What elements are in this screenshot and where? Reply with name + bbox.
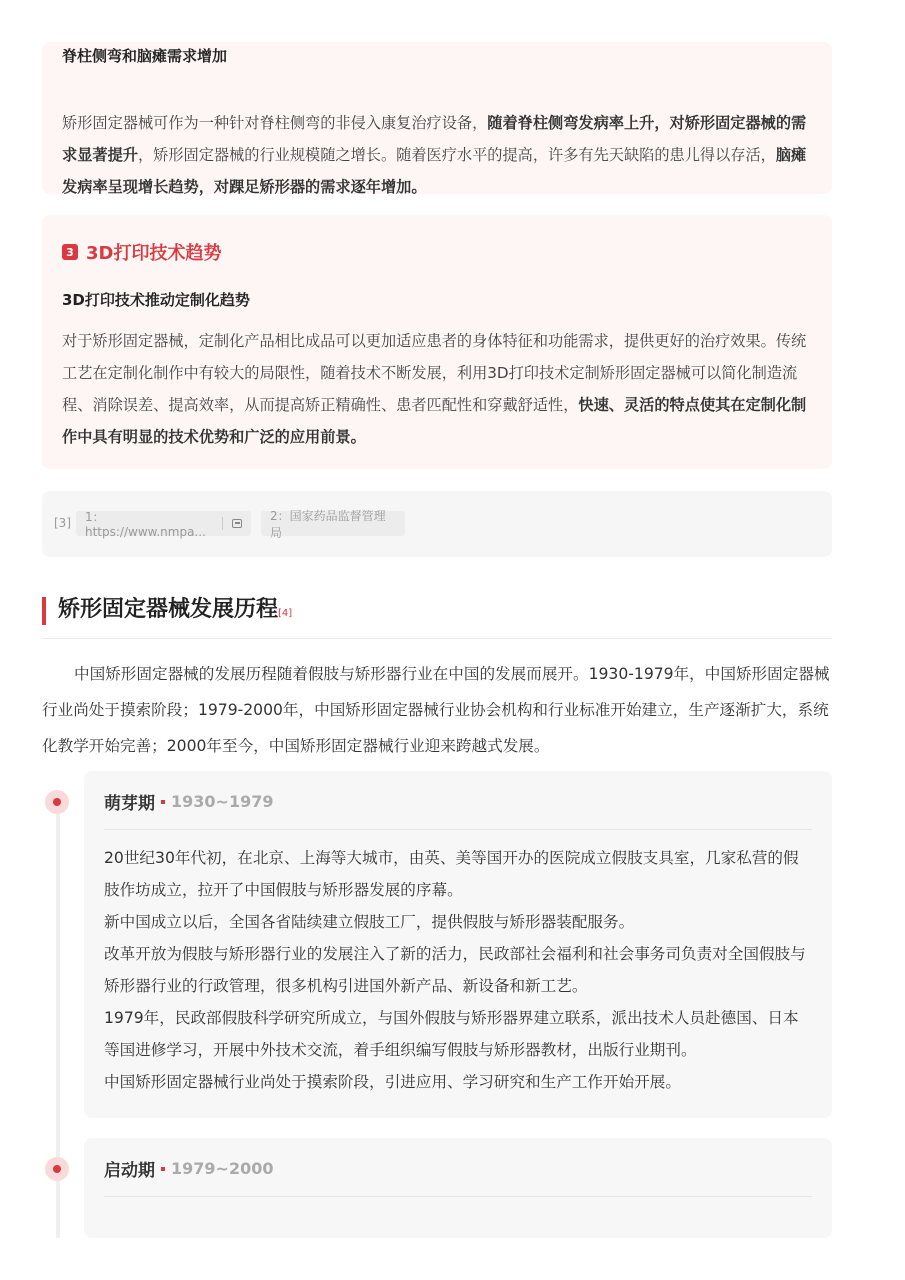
divider bbox=[42, 638, 832, 639]
phase-separator bbox=[161, 800, 165, 804]
section-title: 3D打印技术趋势 bbox=[86, 243, 222, 264]
phase-line: 中国矫形固定器械行业尚处于摸索阶段，引进应用、学习研究和生产工作开始开展。 bbox=[104, 1073, 681, 1091]
phase-name: 萌芽期 bbox=[104, 794, 155, 814]
chip-divider bbox=[222, 517, 223, 530]
phase-line: 改革开放为假肢与矫形器行业的发展注入了新的活力，民政部社会福利和社会事务司负责对全国假肢与矫形器行业的行政管理，很多机构引进国外新产品、新设备和新工艺。 bbox=[104, 945, 806, 995]
timeline-phase-card bbox=[84, 1138, 832, 1238]
reference-box bbox=[42, 491, 832, 557]
phase-separator bbox=[161, 1167, 165, 1171]
divider bbox=[104, 829, 812, 830]
history-heading bbox=[42, 595, 292, 625]
link-icon[interactable] bbox=[232, 519, 242, 528]
phase-line: 20世纪30年代初，在北京、上海等大城市，由英、美等国开办的医院成立假肢支具室，几家私营的假肢作坊成立，拉开了中国假肢与矫形器发展的序幕。 bbox=[104, 849, 799, 899]
section-heading bbox=[62, 239, 221, 265]
section-number-badge: 3 bbox=[62, 244, 78, 260]
reference-link-1[interactable]: 1：https://www.nmpa... bbox=[76, 511, 251, 536]
history-title: 矫形固定器械发展历程[4] bbox=[58, 597, 293, 622]
timeline-dot-icon bbox=[45, 790, 69, 814]
phase-line: 1979年，民政部假肢科学研究所成立，与国外假肢与矫形器界建立联系，派出技术人员赴德国、日本等国进修学习，开展中外技术交流，着手组织编写假肢与矫形器教材，出版行业期刊。 bbox=[104, 1009, 799, 1059]
phase-period: 1979~2000 bbox=[171, 1159, 274, 1178]
phase-name: 启动期 bbox=[104, 1161, 155, 1181]
timeline-phase-card bbox=[84, 771, 832, 1118]
timeline-dot-icon bbox=[45, 1157, 69, 1181]
citation-ref[interactable]: [4] bbox=[278, 608, 293, 619]
heading-accent-bar bbox=[42, 597, 46, 625]
phase-period: 1930~1979 bbox=[171, 792, 274, 811]
phase-header bbox=[104, 1156, 273, 1181]
reference-index: [3] bbox=[54, 516, 71, 530]
card-paragraph: 矫形固定器械可作为一种针对脊柱侧弯的非侵入康复治疗设备，随着脊柱侧弯发病率上升，对矫形固定器械的需求显著提升，矫形固定器械的行业规模随之增长。随着医疗水平的提高，许多有先天缺陷的患儿得以存活，脑瘫发病率呈现增长趋势，对踝足矫形器的需求逐年增加。 bbox=[62, 114, 807, 196]
card-subtitle: 脊柱侧弯和脑瘫需求增加 bbox=[62, 47, 228, 65]
card-paragraph: 对于矫形固定器械，定制化产品相比成品可以更加适应患者的身体特征和功能需求，提供更好的治疗效果。传统工艺在定制化制作中有较大的局限性，随着技术不断发展，利用3D打印技术定制矫形固定器械可以简化制造流程、消除误差、提高效率，从而提高矫正精确性、患者匹配性和穿戴舒适性，快速、灵活的特点使其在定制化制作中具有明显的技术优势和广泛的应用前景。 bbox=[62, 332, 807, 446]
phase-line: 新中国成立以后，全国各省陆续建立假肢工厂，提供假肢与矫形器装配服务。 bbox=[104, 913, 635, 931]
divider bbox=[104, 1196, 812, 1197]
card-subtitle: 3D打印技术推动定制化趋势 bbox=[62, 291, 250, 309]
phase-header bbox=[104, 789, 273, 814]
trend-card-scoliosis bbox=[42, 42, 832, 194]
reference-link-2[interactable]: 2：国家药品监督管理局 bbox=[261, 511, 405, 536]
history-intro: 中国矫形固定器械的发展历程随着假肢与矫形器行业在中国的发展而展开。1930-1979年，中国矫形固定器械行业尚处于摸索阶段；1979-2000年，中国矫形固定器械行业协会机构和行业标准开始建立，生产逐渐扩大，系统化教学开始完善；2000年至今，中国矫形固定器械行业迎来跨越式发展。 bbox=[42, 665, 830, 755]
phase-body bbox=[104, 842, 812, 1098]
